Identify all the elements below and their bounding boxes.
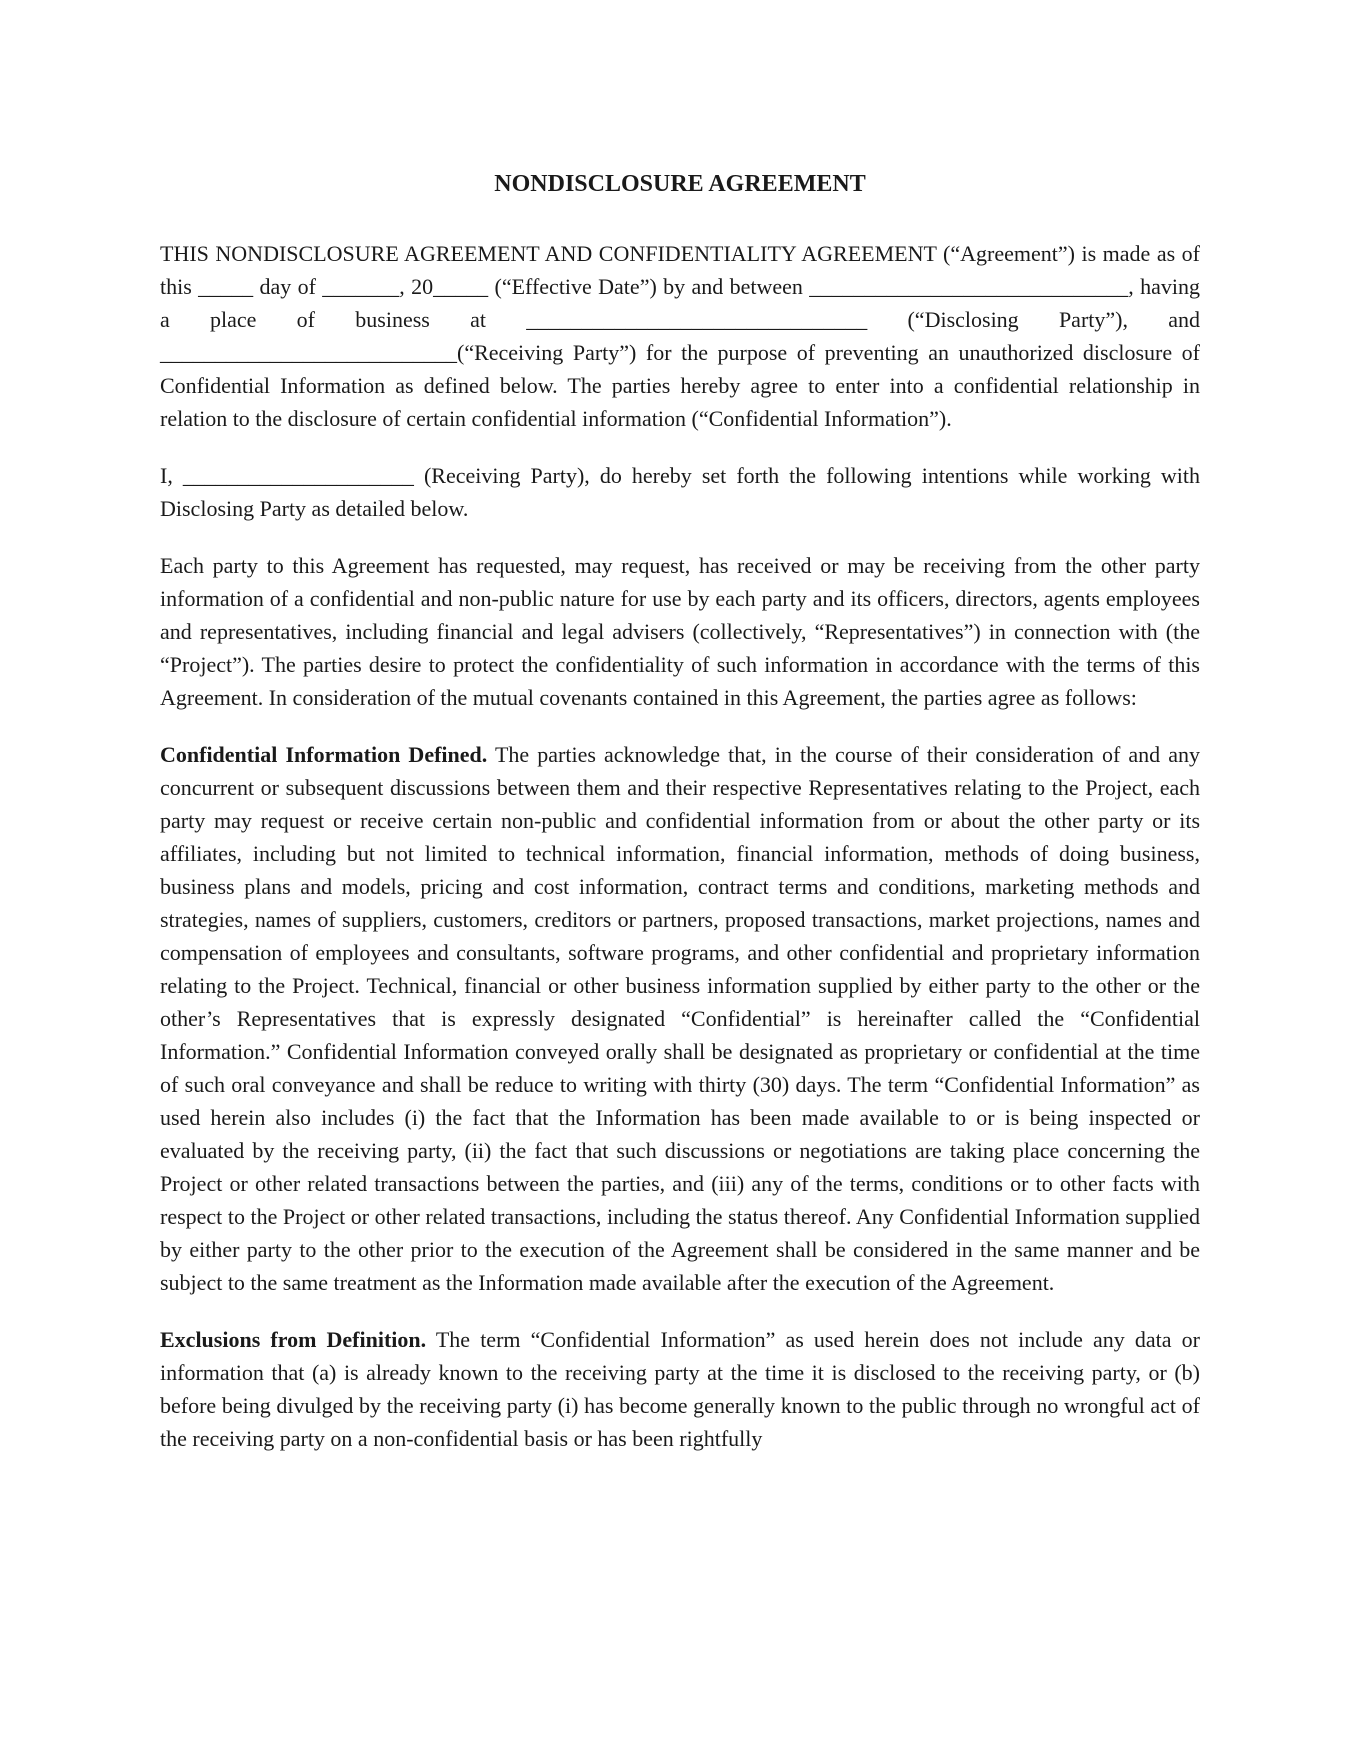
paragraph-text: THIS NONDISCLOSURE AGREEMENT AND CONFIDENTIALITY AGREEMENT (“Agreement”) is made as of this _____ day of _______, 20_____ (“Effective Date”) by and between _____________________________, having a place of business at _______________________________ (“Disclosing Party”), and ___________________________(“Receiving Party”) for the purpose of preventing an unauthorized disclosure of Confidential Information as defined below. The parties hereby agree to enter into a confidential relationship in relation to the disclosure of certain confidential information (“Confidential Information”).	[160, 241, 1200, 431]
paragraph-text: The parties acknowledge that, in the course of their consideration of and any concurrent or subsequent discussions between them and their respective Representatives relating to the Project, each party may request or receive certain non-public and confidential information from or about the other party or its affiliates, including but not limited to technical information, financial information, methods of doing business, business plans and models, pricing and cost information, contract terms and conditions, marketing methods and strategies, names of suppliers, customers, creditors or partners, proposed transactions, market projections, names and compensation of employees and consultants, software programs, and other confidential and proprietary information relating to the Project. Technical, financial or other business information supplied by either party to the other or the other’s Representatives that is expressly designated “Confidential” is hereinafter called the “Confidential Information.” Confidential Information conveyed orally shall be designated as proprietary or confidential at the time of such oral conveyance and shall be reduce to writing with thirty (30) days. The term “Confidential Information” as used herein also includes (i) the fact that the Information has been made available to or is being inspected or evaluated by the receiving party, (ii) the fact that such discussions or negotiations are taking place concerning the Project or other related transactions between the parties, and (iii) any of the terms, conditions or to other facts with respect to the Project or other related transactions, including the status thereof. Any Confidential Information supplied by either party to the other prior to the execution of the Agreement shall be considered in the same manner and be subject to the same treatment as the Information made available after the execution of the Agreement.	[160, 742, 1200, 1295]
document-title: NONDISCLOSURE AGREEMENT	[494, 171, 866, 197]
paragraph	[160, 237, 1200, 435]
paragraph-lead: Confidential Information Defined.	[160, 742, 488, 767]
paragraph-text: I, _____________________ (Receiving Party), do hereby set forth the following intentions while working with Disclosing Party as detailed below.	[160, 463, 1200, 521]
paragraph	[160, 1323, 1200, 1455]
document-body	[160, 237, 1200, 1455]
paragraph	[160, 459, 1200, 525]
paragraph-lead: Exclusions from Definition.	[160, 1327, 427, 1352]
paragraph	[160, 738, 1200, 1299]
paragraph-text: The term “Confidential Information” as used herein does not include any data or information that (a) is already known to the receiving party at the time it is disclosed to the receiving party, or (b) before being divulged by the receiving party (i) has become generally known to the public through no wrongful act of the receiving party on a non-confidential basis or has been rightfully	[160, 1327, 1200, 1451]
paragraph-text: Each party to this Agreement has requested, may request, has received or may be receiving from the other party information of a confidential and non-public nature for use by each party and its officers, directors, agents employees and representatives, including financial and legal advisers (collectively, “Representatives”) in connection with (the “Project”). The parties desire to protect the confidentiality of such information in accordance with the terms of this Agreement. In consideration of the mutual covenants contained in this Agreement, the parties agree as follows:	[160, 553, 1200, 710]
paragraph	[160, 549, 1200, 714]
